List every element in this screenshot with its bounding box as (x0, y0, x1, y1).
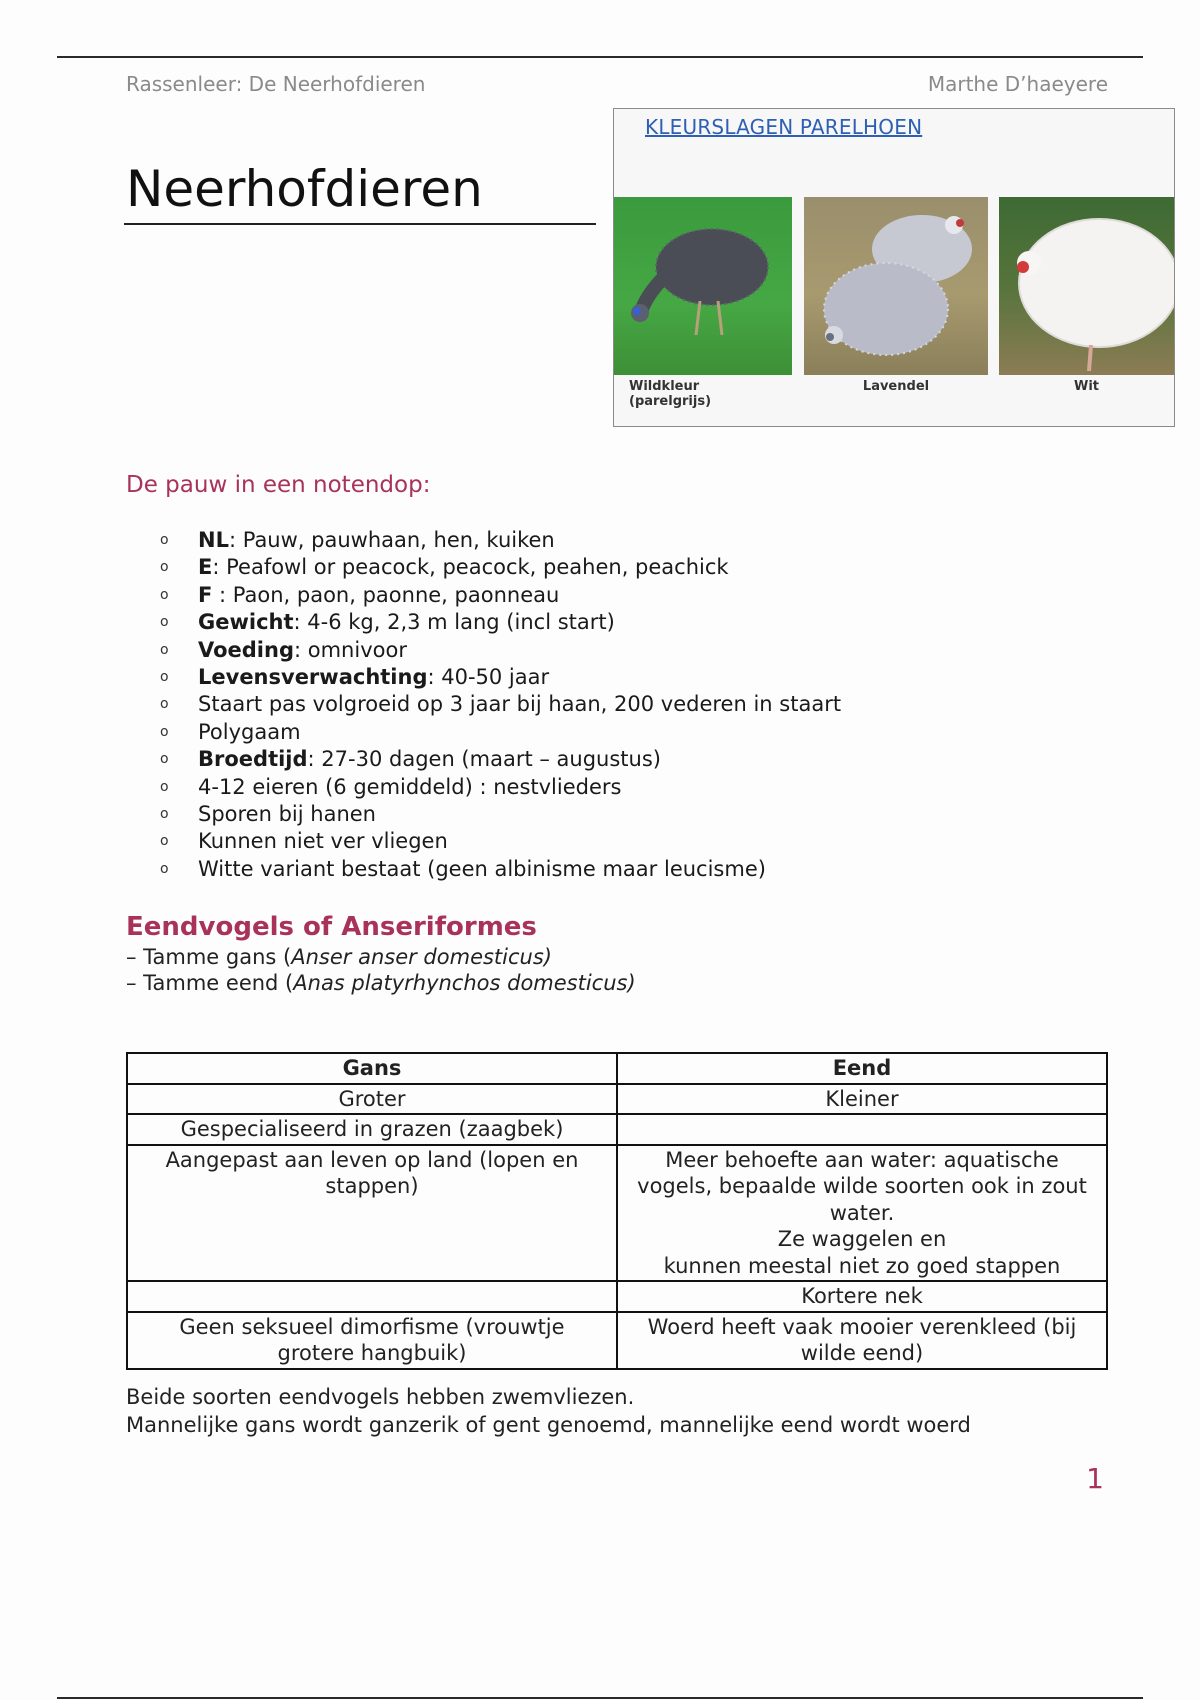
page-number: 1 (1086, 1462, 1104, 1495)
guinea-fowl-image-panel (613, 108, 1175, 427)
fact-text: Sporen bij hanen (198, 802, 376, 827)
species-duck-latin: Anas platyrhynchos domesticus) (293, 971, 636, 995)
bottom-rule (57, 1697, 1143, 1699)
fact-item (160, 774, 841, 801)
caption-wit: Wit (1073, 379, 1099, 394)
cell-gans: Aangepast aan leven op land (lopen en stappen) (127, 1145, 617, 1282)
page-title: Neerhofdieren (126, 160, 483, 218)
fact-item (160, 719, 841, 746)
bullet-icon: o (160, 806, 169, 823)
fact-label: Broedtijd (198, 747, 308, 772)
bullet-icon: o (160, 532, 169, 548)
caption-wildkleur: Wildkleur (parelgrijs) (629, 379, 712, 409)
table-header-row (127, 1053, 1107, 1084)
fact-item (160, 582, 841, 609)
cell-eend: Kleiner (617, 1084, 1107, 1115)
table-row (127, 1084, 1107, 1115)
note-webbed-feet: Beide soorten eendvogels hebben zwemvliezen. (126, 1385, 635, 1409)
fact-text: Staart pas volgroeid op 3 jaar bij haan, 200 vederen in staart (198, 692, 842, 717)
fact-item (160, 554, 841, 581)
fact-label: E (198, 555, 213, 580)
dark-guinea-fowl-illustration (614, 197, 792, 375)
header-course-title: Rassenleer: De Neerhofdieren (126, 72, 426, 96)
bullet-icon: o (160, 778, 169, 795)
fact-label: F (198, 582, 213, 607)
fact-text: : Paon, paon, paonne, paonneau (212, 582, 560, 607)
bullet-icon: o (160, 833, 169, 850)
cell-gans: Geen seksueel dimorfisme (vrouwtje grotere hangbuik) (127, 1312, 617, 1369)
fact-text: Witte variant bestaat (geen albinisme maar leucisme) (198, 856, 766, 881)
fact-item (160, 746, 841, 773)
fact-item (160, 527, 841, 554)
species-goose (126, 945, 552, 969)
fact-item (160, 637, 841, 664)
header-author: Marthe D’haeyere (927, 72, 1108, 96)
cell-gans: Groter (127, 1084, 617, 1115)
photo-wit (999, 197, 1174, 375)
fact-label: Levensverwachting (198, 665, 428, 690)
bullet-icon: o (160, 860, 169, 877)
fact-item (160, 856, 841, 883)
white-guinea-fowl-illustration (999, 197, 1174, 375)
species-duck (126, 971, 636, 995)
bullet-icon: o (160, 696, 169, 713)
title-underline (124, 223, 596, 225)
fact-label: NL (198, 528, 229, 552)
fact-text: : omnivoor (294, 637, 407, 662)
fact-label: Voeding (198, 637, 294, 662)
fact-text: : 4-6 kg, 2,3 m lang (incl start) (293, 610, 615, 635)
cell-eend: Meer behoefte aan water: aquatische vogels, bepaalde wilde soorten ook in zout water. Ze waggelen en kunnen meestal niet zo goed stappen (617, 1145, 1107, 1282)
bullet-icon: o (160, 723, 169, 740)
fact-label: Gewicht (198, 610, 294, 635)
peacock-facts-list (160, 527, 841, 883)
caption-lavendel: Lavendel (862, 379, 930, 394)
anseriformes-section-heading: Eendvogels of Anseriformes (126, 912, 537, 942)
top-rule (57, 56, 1143, 58)
bullet-icon: o (160, 641, 169, 658)
cell-gans: Gespecialiseerd in grazen (zaagbek) (127, 1114, 617, 1145)
fact-item (160, 828, 841, 855)
fact-text: : Pauw, pauwhaan, hen, kuiken (228, 528, 555, 552)
photo-wildkleur (614, 197, 792, 375)
fact-text: Polygaam (198, 719, 301, 744)
table-row (127, 1114, 1107, 1145)
table-row (127, 1312, 1107, 1369)
bullet-icon: o (160, 614, 169, 631)
fact-text: : 40-50 jaar (427, 665, 550, 690)
fact-text: Kunnen niet ver vliegen (198, 829, 448, 854)
cell-eend (617, 1114, 1107, 1145)
species-goose-prefix: – Tamme gans ( (126, 945, 292, 969)
cell-gans (127, 1281, 617, 1312)
bullet-icon: o (160, 586, 169, 603)
lavender-guinea-fowl-illustration (804, 197, 988, 375)
goose-vs-duck-table (126, 1052, 1108, 1370)
panel-title: KLEURSLAGEN PARELHOEN (645, 115, 923, 139)
fact-item (160, 691, 841, 718)
species-duck-prefix: – Tamme eend ( (126, 971, 294, 995)
column-header-gans: Gans (127, 1053, 617, 1084)
bullet-icon: o (160, 669, 169, 686)
table-body (127, 1084, 1107, 1369)
fact-item (160, 801, 841, 828)
cell-eend: Kortere nek (617, 1281, 1107, 1312)
species-goose-latin: Anser anser domesticus) (291, 945, 552, 969)
photo-lavendel (804, 197, 988, 375)
peacock-section-heading: De pauw in een notendop: (126, 472, 431, 498)
fact-text: 4-12 eieren (6 gemiddeld) : nestvlieders (198, 774, 622, 799)
fact-text: : Peafowl or peacock, peacock, peahen, peachick (212, 555, 729, 580)
bullet-icon: o (160, 751, 169, 768)
cell-eend: Woerd heeft vaak mooier verenkleed (bij wilde eend) (617, 1312, 1107, 1369)
table-row (127, 1145, 1107, 1282)
column-header-eend: Eend (617, 1053, 1107, 1084)
bullet-icon: o (160, 559, 169, 576)
table-row (127, 1281, 1107, 1312)
fact-item (160, 609, 841, 636)
fact-text: : 27-30 dagen (maart – augustus) (307, 747, 661, 772)
fact-item (160, 664, 841, 691)
note-male-names: Mannelijke gans wordt ganzerik of gent genoemd, mannelijke eend wordt woerd (126, 1413, 971, 1437)
